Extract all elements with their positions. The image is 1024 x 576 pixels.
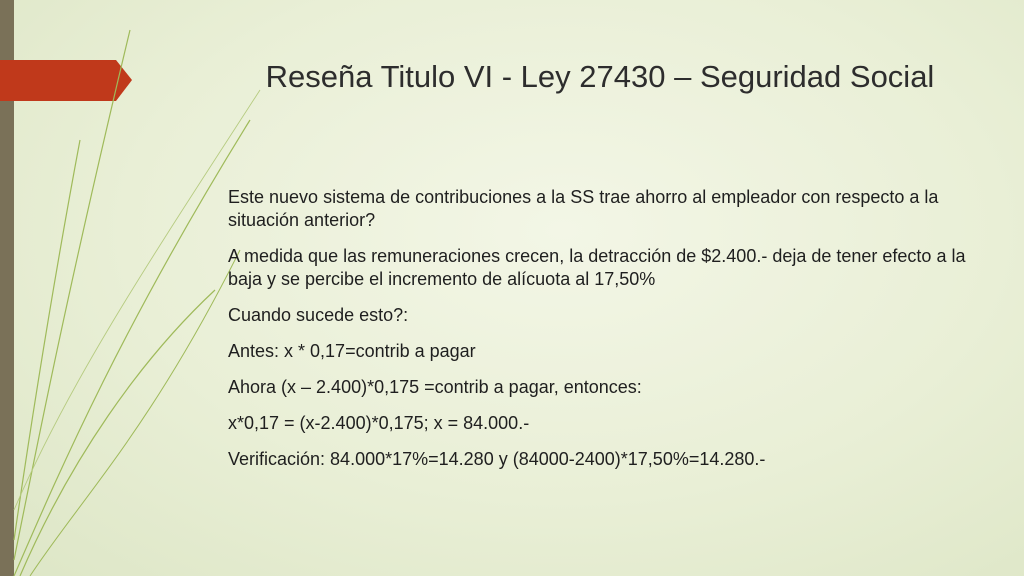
slide-body (228, 186, 968, 484)
paragraph-explanation: A medida que las remuneraciones crecen, la detracción de $2.400.- deja de tener efecto a la baja y se percibe el incremento de alícuota al 17,50% (228, 246, 966, 289)
paragraph-now: Ahora (x – 2.400)*0,175 =contrib a pagar, entonces: (228, 377, 642, 397)
leaf-line (20, 290, 215, 576)
slide-title: Reseña Titulo VI - Ley 27430 – Seguridad Social (265, 59, 935, 94)
paragraph-before: Antes: x * 0,17=contrib a pagar (228, 341, 476, 361)
paragraph-verification: Verificación: 84.000*17%=14.280 y (84000-2400)*17,50%=14.280.- (228, 449, 766, 469)
paragraph-question: Este nuevo sistema de contribuciones a la SS trae ahorro al empleador con respecto a la situación anterior? (228, 187, 939, 230)
leaf-line (30, 250, 240, 576)
red-arrow-icon (0, 60, 132, 101)
leaf-line (14, 90, 260, 510)
leaf-line (14, 30, 130, 560)
leaf-line (14, 140, 80, 540)
paragraph-when: Cuando sucede esto?: (228, 305, 409, 325)
leaf-line (14, 120, 250, 576)
paragraph-equation: x*0,17 = (x-2.400)*0,175; x = 84.000.- (228, 413, 530, 433)
